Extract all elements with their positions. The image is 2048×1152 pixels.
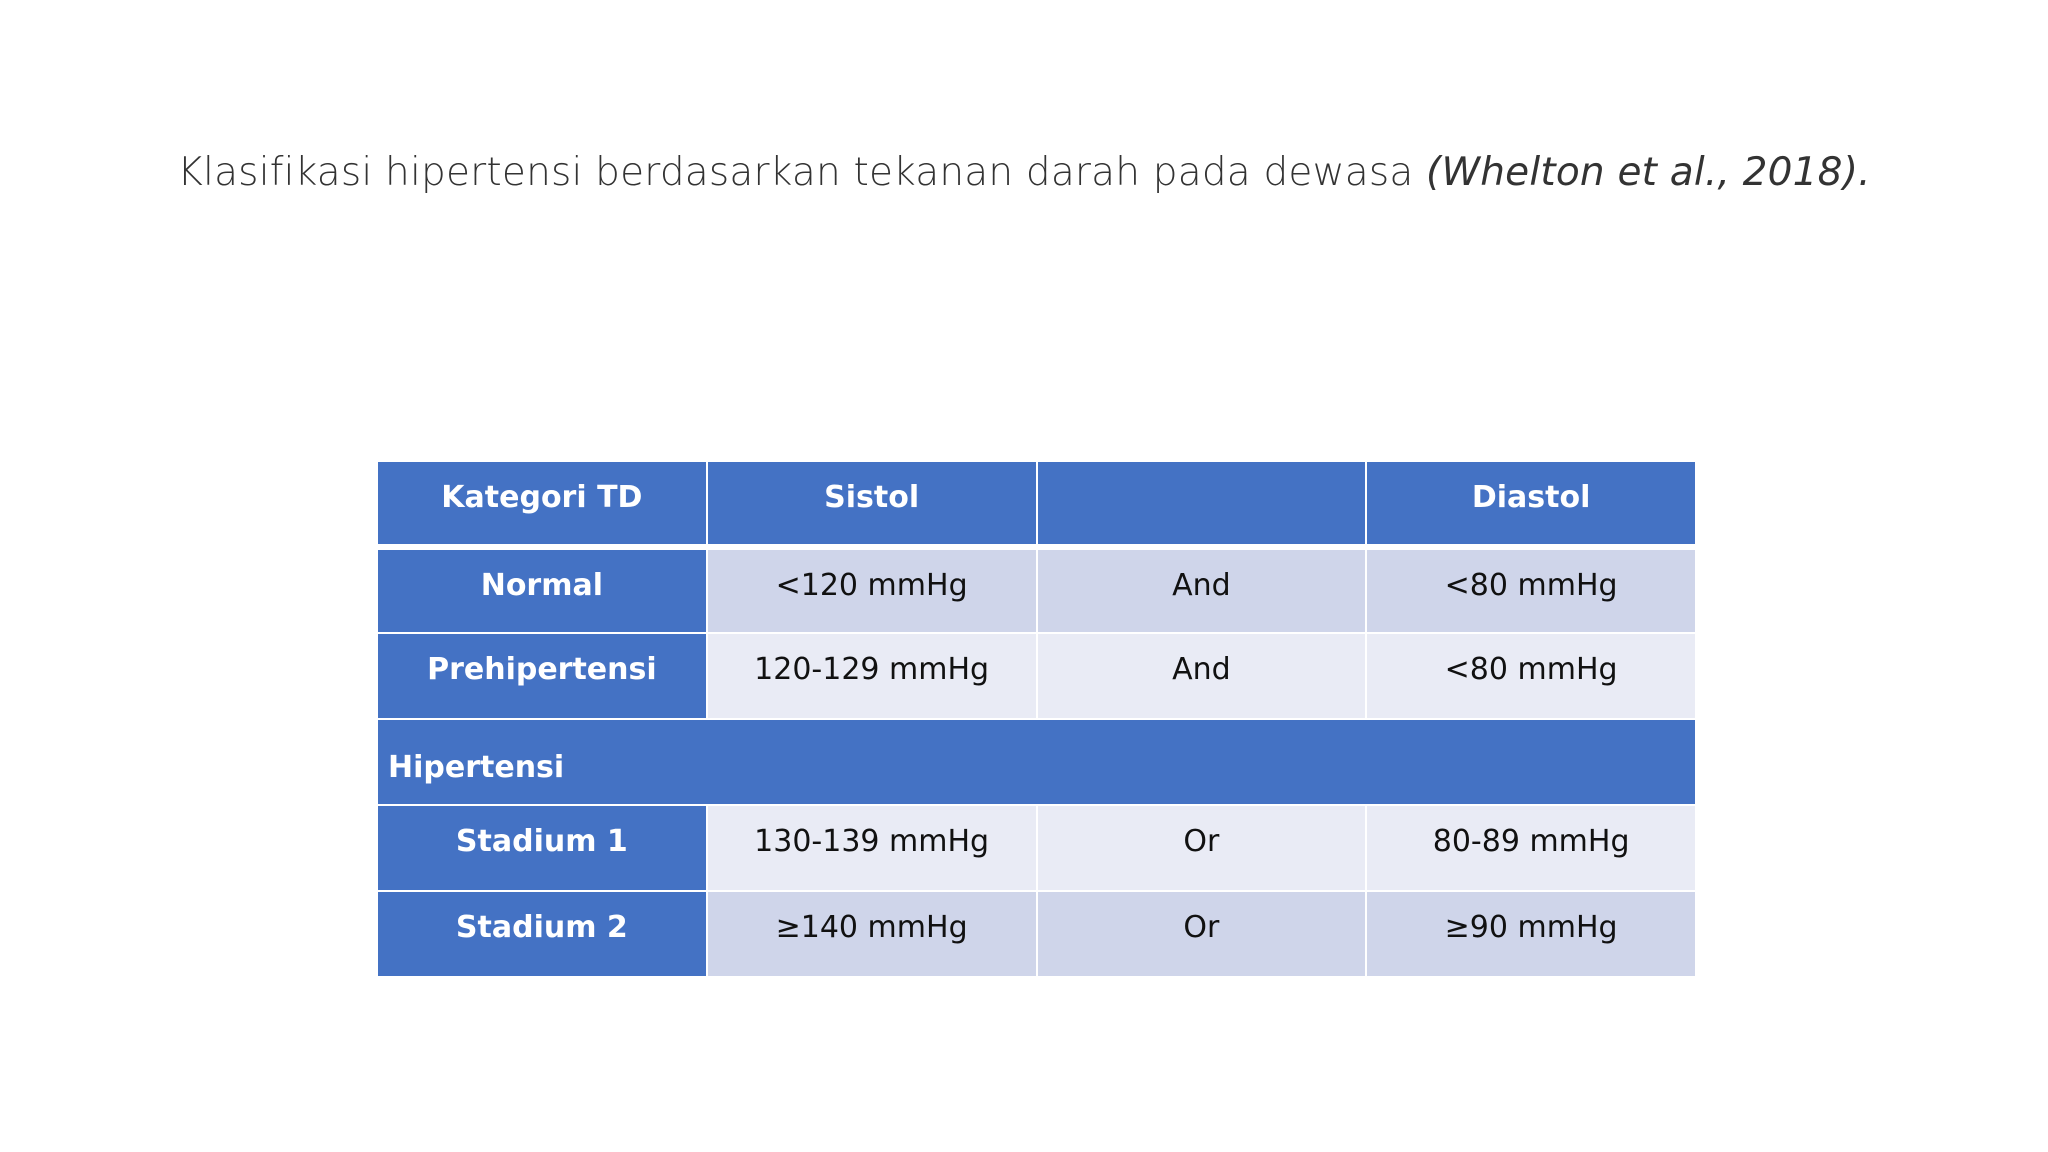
table-header-row xyxy=(377,461,1696,547)
row-category: Stadium 2 xyxy=(377,891,707,977)
row-category: Prehipertensi xyxy=(377,633,707,719)
table-row xyxy=(377,547,1696,633)
table-row xyxy=(377,805,1696,891)
header-connector xyxy=(1037,461,1367,547)
table-row xyxy=(377,891,1696,977)
row-category: Normal xyxy=(377,547,707,633)
row-systolic: ≥140 mmHg xyxy=(707,891,1037,977)
section-label: Hipertensi xyxy=(377,719,1696,805)
row-diastolic: 80-89 mmHg xyxy=(1366,805,1696,891)
row-diastolic: ≥90 mmHg xyxy=(1366,891,1696,977)
row-connector: Or xyxy=(1037,891,1367,977)
table-row xyxy=(377,633,1696,719)
row-systolic: <120 mmHg xyxy=(707,547,1037,633)
row-diastolic: <80 mmHg xyxy=(1366,633,1696,719)
section-row-hipertensi xyxy=(377,719,1696,805)
row-diastolic: <80 mmHg xyxy=(1366,547,1696,633)
row-connector: And xyxy=(1037,547,1367,633)
header-systolic: Sistol xyxy=(707,461,1037,547)
row-systolic: 130-139 mmHg xyxy=(707,805,1037,891)
row-category: Stadium 1 xyxy=(377,805,707,891)
row-systolic: 120-129 mmHg xyxy=(707,633,1037,719)
header-diastolic: Diastol xyxy=(1366,461,1696,547)
row-connector: And xyxy=(1037,633,1367,719)
title-citation: (Whelton et al., 2018). xyxy=(1426,150,1871,195)
header-category: Kategori TD xyxy=(377,461,707,547)
row-connector: Or xyxy=(1037,805,1367,891)
bp-classification-table xyxy=(376,460,1697,978)
title-main: Klasifikasi hipertensi berdasarkan tekanan darah pada dewasa xyxy=(177,150,1427,195)
slide-title xyxy=(0,145,2048,201)
